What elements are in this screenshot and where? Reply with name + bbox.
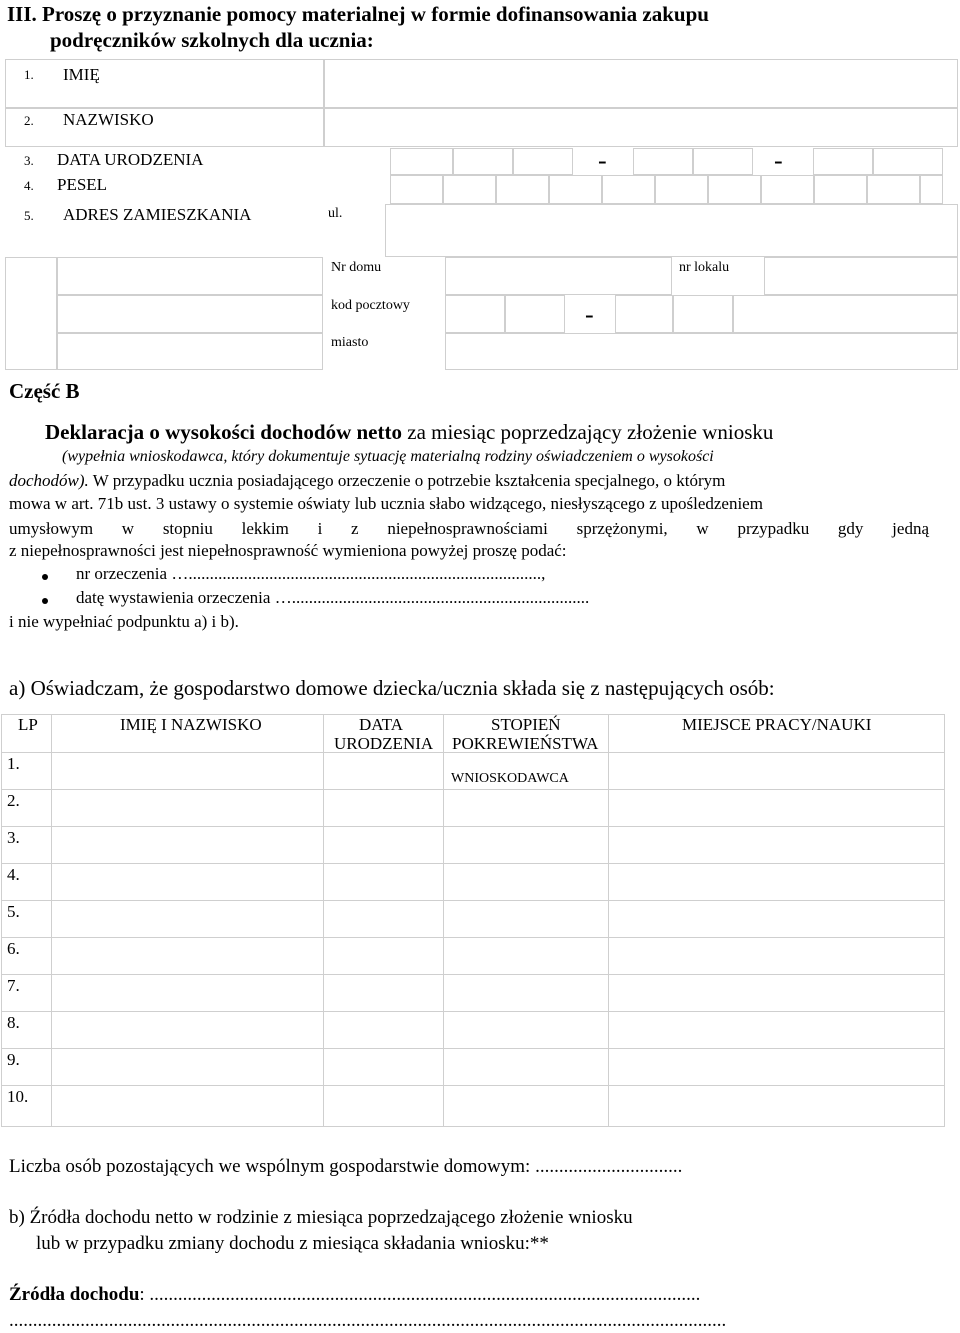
city-label: miasto: [331, 335, 369, 350]
field-label-imie: IMIĘ: [63, 65, 100, 84]
col-header-relation-line2: POKREWIEŃSTWA: [452, 734, 599, 753]
address-blank-cell: [5, 257, 57, 370]
pesel-digit-box[interactable]: [655, 175, 708, 204]
house-number-label: Nr domu: [331, 260, 382, 275]
date-separator: -: [598, 146, 607, 175]
field-label-pesel: PESEL: [57, 175, 108, 194]
date-digit-box[interactable]: [813, 148, 873, 175]
field-row-label-cell: [5, 59, 324, 108]
pesel-digit-box[interactable]: [867, 175, 920, 204]
table-row-divider: [1, 900, 945, 901]
address-blank-cell: [57, 295, 323, 333]
date-digit-box[interactable]: [513, 148, 573, 175]
row-number: 2.: [7, 791, 20, 810]
pesel-digit-box[interactable]: [920, 175, 943, 204]
instruction-line2-rest: W przypadku ucznia posiadającego orzeczenie o potrzebie kształcenia specjalnego, o którym: [88, 471, 726, 490]
col-header-name: IMIĘ I NAZWISKO: [120, 715, 262, 734]
date-digit-box[interactable]: [453, 148, 513, 175]
pesel-digit-box[interactable]: [814, 175, 867, 204]
table-row-divider: [1, 789, 945, 790]
instruction-italic-line2: dochodów).: [9, 471, 89, 490]
row-number: 10.: [7, 1087, 29, 1106]
address-blank-cell: [57, 257, 323, 295]
col-header-relation-line1: STOPIEŃ: [491, 715, 561, 734]
postal-separator: -: [585, 300, 594, 329]
postal-digit-box[interactable]: [615, 295, 673, 333]
address-blank-cell: [57, 333, 323, 370]
income-sources-continuation: .......................................................................................................................................................: [9, 1310, 727, 1331]
date-digit-box[interactable]: [633, 148, 693, 175]
table-col-divider: [323, 714, 324, 1127]
table-row-divider: [1, 937, 945, 938]
col-header-lp: LP: [18, 715, 38, 734]
row-number: 8.: [7, 1013, 20, 1032]
postal-code-label: kod pocztowy: [331, 298, 410, 313]
pesel-digit-box[interactable]: [549, 175, 602, 204]
field-row-label-cell: [5, 108, 324, 147]
field-number: 2.: [24, 113, 34, 128]
first-name-input[interactable]: [324, 59, 958, 108]
table-row-divider: [1, 1011, 945, 1012]
pesel-digit-box[interactable]: [390, 175, 443, 204]
street-input[interactable]: [385, 204, 958, 257]
income-sources-label: Źródła dochodu: [9, 1284, 140, 1305]
last-name-input[interactable]: [324, 108, 958, 147]
instruction-line2: [9, 471, 725, 491]
row-number: 3.: [7, 828, 20, 847]
pesel-digit-box[interactable]: [602, 175, 655, 204]
pesel-digit-box[interactable]: [761, 175, 814, 204]
house-number-input[interactable]: [445, 257, 672, 295]
col-header-dob-line2: URODZENIA: [334, 734, 434, 753]
date-digit-box[interactable]: [693, 148, 753, 175]
field-label-nazwisko: NAZWISKO: [63, 110, 154, 129]
section-title-line1: III. Proszę o przyznanie pomocy materialnej w formie dofinansowania zakupu: [7, 2, 709, 26]
row-number: 7.: [7, 976, 20, 995]
instruction-end: i nie wypełniać podpunktu a) i b).: [9, 612, 239, 631]
row-number: 9.: [7, 1050, 20, 1069]
postal-digit-box[interactable]: [505, 295, 565, 333]
postal-digit-box[interactable]: [445, 295, 505, 333]
table-row-divider: [1, 1048, 945, 1049]
flat-number-input[interactable]: [764, 257, 958, 295]
table-col-divider: [608, 714, 609, 1127]
row-number: 4.: [7, 865, 20, 884]
table-row-divider: [1, 863, 945, 864]
declaration-heading-bold: Deklaracja o wysokości dochodów netto: [45, 420, 402, 444]
remaining-persons-line: Liczba osób pozostających we wspólnym gospodarstwie domowym: ...............................: [9, 1156, 683, 1177]
row-number: 5.: [7, 902, 20, 921]
bullet-dot: [42, 574, 48, 580]
table-col-divider: [51, 714, 52, 1127]
section-title-line2: podręczników szkolnych dla ucznia:: [50, 28, 374, 52]
street-label: ul.: [328, 206, 343, 221]
income-sources-line: [9, 1284, 700, 1306]
bullet-certificate-date: datę wystawienia orzeczenia …......................................................................: [76, 588, 590, 607]
household-heading: a) Oświadczam, że gospodarstwo domowe dziecka/ucznia składa się z następujących osób:: [9, 676, 775, 700]
table-col-divider: [443, 714, 444, 1127]
income-sources-b-line2: lub w przypadku zmiany dochodu z miesiąca składania wniosku:**: [36, 1233, 549, 1254]
col-header-dob-line1: DATA: [359, 715, 403, 734]
city-input[interactable]: [445, 333, 958, 370]
pesel-digit-box[interactable]: [443, 175, 496, 204]
table-row-divider: [1, 974, 945, 975]
income-sources-dots: : ....................................................................................................................: [139, 1284, 701, 1305]
date-digit-box[interactable]: [873, 148, 943, 175]
first-relation-value: WNIOSKODAWCA: [451, 771, 569, 786]
field-label-data-urodzenia: DATA URODZENIA: [57, 150, 204, 169]
field-number: 1.: [24, 67, 34, 82]
date-digit-box[interactable]: [390, 148, 453, 175]
field-number: 5.: [24, 208, 34, 223]
declaration-heading: [45, 420, 773, 445]
postal-digit-box[interactable]: [733, 295, 958, 333]
instruction-line5: z niepełnosprawności jest niepełnosprawność wymieniona powyżej proszę podać:: [9, 541, 567, 560]
flat-number-label: nr lokalu: [679, 260, 730, 275]
income-sources-b-line1: b) Źródła dochodu netto w rodzinie z miesiąca poprzedzającego złożenie wniosku: [9, 1207, 633, 1228]
row-number: 6.: [7, 939, 20, 958]
postal-digit-box[interactable]: [673, 295, 733, 333]
instruction-line4: umysłowym w stopniu lekkim i z niepełnosprawnościami sprzężonymi, w przypadku gdy jedną: [9, 519, 929, 538]
bullet-dot: [42, 598, 48, 604]
field-number: 3.: [24, 153, 34, 168]
field-number: 4.: [24, 178, 34, 193]
bullet-certificate-number: nr orzeczenia …...................................................................................,: [76, 564, 546, 583]
instruction-italic-line1: (wypełnia wnioskodawca, który dokumentuje sytuację materialną rodziny oświadczeniem o wysokości: [62, 448, 714, 465]
date-separator: -: [774, 146, 783, 175]
table-row-divider: [1, 826, 945, 827]
instruction-line3: mowa w art. 71b ust. 3 ustawy o systemie oświaty lub ucznia słabo widzącego, niesłyszącego z upośledzeniem: [9, 494, 763, 513]
table-row-divider: [1, 1085, 945, 1086]
part-b-heading: Część B: [9, 379, 80, 403]
pesel-digit-box[interactable]: [496, 175, 549, 204]
col-header-workplace: MIEJSCE PRACY/NAUKI: [682, 715, 872, 734]
pesel-digit-box[interactable]: [708, 175, 761, 204]
field-label-adres: ADRES ZAMIESZKANIA: [63, 205, 252, 224]
declaration-heading-rest: za miesiąc poprzedzający złożenie wniosku: [402, 420, 774, 444]
row-number: 1.: [7, 754, 20, 773]
